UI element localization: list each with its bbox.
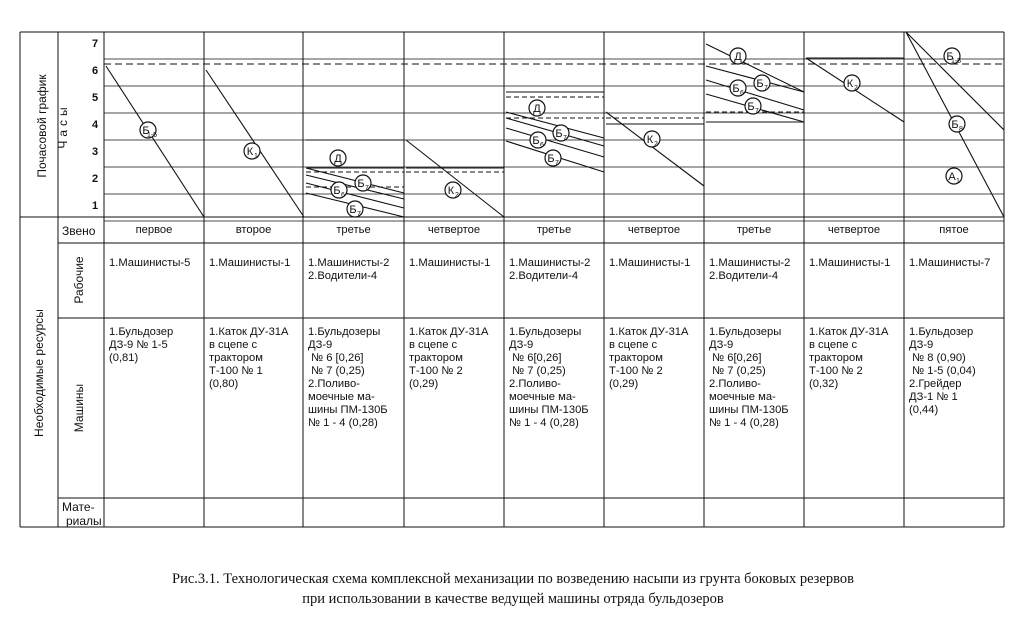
hour-tick-2: 2 — [91, 173, 99, 185]
svg-text:Б: Б — [357, 178, 365, 190]
marker-Б7 — [545, 150, 561, 167]
machines-cell-9: 1.Бульдозер ДЗ-9 № 8 (0,90) № 1-5 (0,04) 2.Грейдер ДЗ-1 № 1 (0,44) — [909, 326, 976, 416]
svg-text:Б: Б — [756, 78, 764, 90]
workers-cell-7: 1.Машинисты-2 2.Водители-4 — [709, 257, 791, 282]
svg-text:К: К — [846, 78, 854, 90]
svg-text:Б: Б — [946, 51, 954, 63]
marker-Б6 — [530, 132, 546, 149]
diagonal-col1 — [106, 66, 204, 217]
marker-Б6 — [331, 182, 347, 199]
marker-К2 — [445, 182, 461, 199]
svg-text:1-5: 1-5 — [950, 58, 962, 65]
svg-text:6: 6 — [341, 192, 345, 199]
svg-text:Б: Б — [333, 185, 341, 197]
diagonal-col9-a — [906, 32, 1004, 130]
svg-text:7: 7 — [755, 108, 759, 115]
schedule-section-label: Почасовой график — [35, 74, 49, 178]
zveno-cell-5: третье — [536, 224, 572, 236]
zveno-cell-7: третье — [736, 224, 772, 236]
marker-Б7 — [745, 98, 761, 115]
marker-К1 — [244, 143, 260, 160]
svg-text:7: 7 — [555, 160, 559, 167]
svg-text:2: 2 — [455, 192, 459, 199]
svg-text:Б: Б — [951, 119, 959, 131]
svg-text:1-5: 1-5 — [146, 132, 158, 139]
svg-text:2: 2 — [854, 85, 858, 92]
marker-Б7 — [355, 175, 371, 192]
zveno-cell-4: четвертое — [427, 224, 481, 236]
svg-text:Б: Б — [555, 128, 563, 140]
marker-Б6 — [730, 80, 746, 97]
schedule-lines — [106, 32, 1004, 217]
hour-tick-4: 4 — [91, 119, 99, 131]
svg-text:Б: Б — [349, 204, 357, 216]
svg-text:6: 6 — [740, 90, 744, 97]
svg-text:Б: Б — [547, 153, 555, 165]
workers-cell-5: 1.Машинисты-2 2.Водители-4 — [509, 257, 591, 282]
marker-Б8 — [949, 116, 965, 133]
workers-row-label: Рабочие — [72, 256, 86, 304]
zveno-cell-8: четвертое — [827, 224, 881, 236]
svg-text:К: К — [246, 146, 254, 158]
marker-А1 — [946, 168, 962, 185]
svg-text:7: 7 — [563, 135, 567, 142]
workers-cell-6: 1.Машинисты-1 — [609, 257, 691, 269]
machines-cell-2: 1.Каток ДУ-31А в сцепе с трактором Т-100 № 1 (0,80) — [209, 326, 289, 390]
materials-row-label-1: Мате- — [62, 500, 95, 514]
diagonal-col6 — [606, 112, 704, 186]
workers-cell-9: 1.Машинисты-7 — [909, 257, 991, 269]
zveno-cell-3: третье — [336, 224, 371, 236]
marker-Д — [529, 100, 545, 116]
svg-text:Б: Б — [532, 135, 540, 147]
marker-Б1-5 — [140, 122, 157, 139]
marker-Д — [730, 48, 746, 64]
machines-cell-4: 1.Каток ДУ-31А в сцепе с трактором Т-100 № 2 (0,29) — [409, 326, 489, 390]
svg-text:1: 1 — [956, 178, 960, 185]
svg-text:1: 1 — [254, 153, 258, 160]
zveno-row-label: Звено — [62, 224, 96, 238]
marker-Д — [330, 150, 346, 166]
svg-text:7: 7 — [764, 85, 768, 92]
hour-tick-6: 6 — [91, 65, 99, 77]
workers-cell-4: 1.Машинисты-1 — [409, 257, 491, 269]
workers-cell-3: 1.Машинисты-2 2.Водители-4 — [308, 257, 390, 282]
hour-tick-7: 7 — [91, 38, 99, 50]
marker-Б7 — [347, 201, 363, 218]
resources-section-label: Необходимые ресурсы — [32, 309, 46, 437]
machines-cell-5: 1.Бульдозеры ДЗ-9 № 6[0,26] № 7 (0,25) 2.Поливо- моечные ма- шины ПМ-130Б № 1 - 4 (0,28) — [509, 326, 589, 429]
zveno-cell-1: первое — [135, 224, 173, 236]
workers-cell-8: 1.Машинисты-1 — [809, 257, 891, 269]
machines-cell-1: 1.Бульдозер ДЗ-9 № 1-5 (0,81) — [109, 326, 174, 364]
marker-К2 — [844, 75, 860, 92]
hour-tick-3: 3 — [91, 146, 99, 158]
machines-cell-8: 1.Каток ДУ-31А в сцепе с трактором Т-100 № 2 (0,32) — [809, 326, 889, 390]
svg-text:Б: Б — [747, 101, 755, 113]
workers-cell-2: 1.Машинисты-1 — [209, 257, 291, 269]
machines-cell-6: 1.Каток ДУ-31А в сцепе с трактором Т-100 № 2 (0,29) — [609, 326, 689, 390]
hour-tick-5: 5 — [91, 92, 99, 104]
zveno-cell-9: пятое — [939, 224, 969, 236]
zveno-cell-6: четвертое — [627, 224, 681, 236]
svg-text:К: К — [646, 134, 654, 146]
figure-caption-line-1: Рис.3.1. Технологическая схема комплексной механизации по возведению насыпи из грунта боковых резервов — [172, 571, 854, 587]
hours-axis-label: Часы — [56, 103, 70, 149]
svg-text:2: 2 — [654, 141, 658, 148]
svg-text:Д: Д — [334, 153, 342, 165]
svg-text:Б: Б — [142, 125, 150, 137]
machine-markers — [140, 48, 965, 218]
svg-text:А: А — [948, 171, 956, 183]
svg-text:Д: Д — [533, 103, 541, 115]
workers-cell-1: 1.Машинисты-5 — [109, 257, 191, 269]
marker-Б7 — [754, 75, 770, 92]
svg-text:7: 7 — [365, 185, 369, 192]
diagonal-col4 — [406, 140, 504, 217]
machines-cell-3: 1.Бульдозеры ДЗ-9 № 6 [0,26] № 7 (0,25) 2.Поливо- моечные ма- шины ПМ-130Б № 1 - 4 (0,28) — [308, 326, 388, 429]
machines-row-label: Машины — [72, 383, 86, 433]
figure-caption-line-2: при использовании в качестве ведущей машины отряда бульдозеров — [302, 591, 724, 607]
machines-cell-7: 1.Бульдозеры ДЗ-9 № 6[0,26] № 7 (0,25) 2.Поливо- моечные ма- шины ПМ-130Б № 1 - 4 (0,28) — [709, 326, 789, 429]
marker-К2 — [644, 131, 660, 148]
svg-text:8: 8 — [959, 126, 963, 133]
materials-row-label-2: риалы — [66, 514, 102, 528]
marker-Б7 — [553, 125, 569, 142]
svg-text:6: 6 — [540, 142, 544, 149]
zveno-cell-2: второе — [235, 224, 272, 236]
hour-tick-1: 1 — [91, 200, 99, 212]
svg-text:7: 7 — [357, 211, 361, 218]
marker-Б1-5 — [944, 48, 961, 65]
svg-text:Д: Д — [734, 51, 742, 63]
svg-text:К: К — [447, 185, 455, 197]
svg-text:Б: Б — [732, 83, 740, 95]
